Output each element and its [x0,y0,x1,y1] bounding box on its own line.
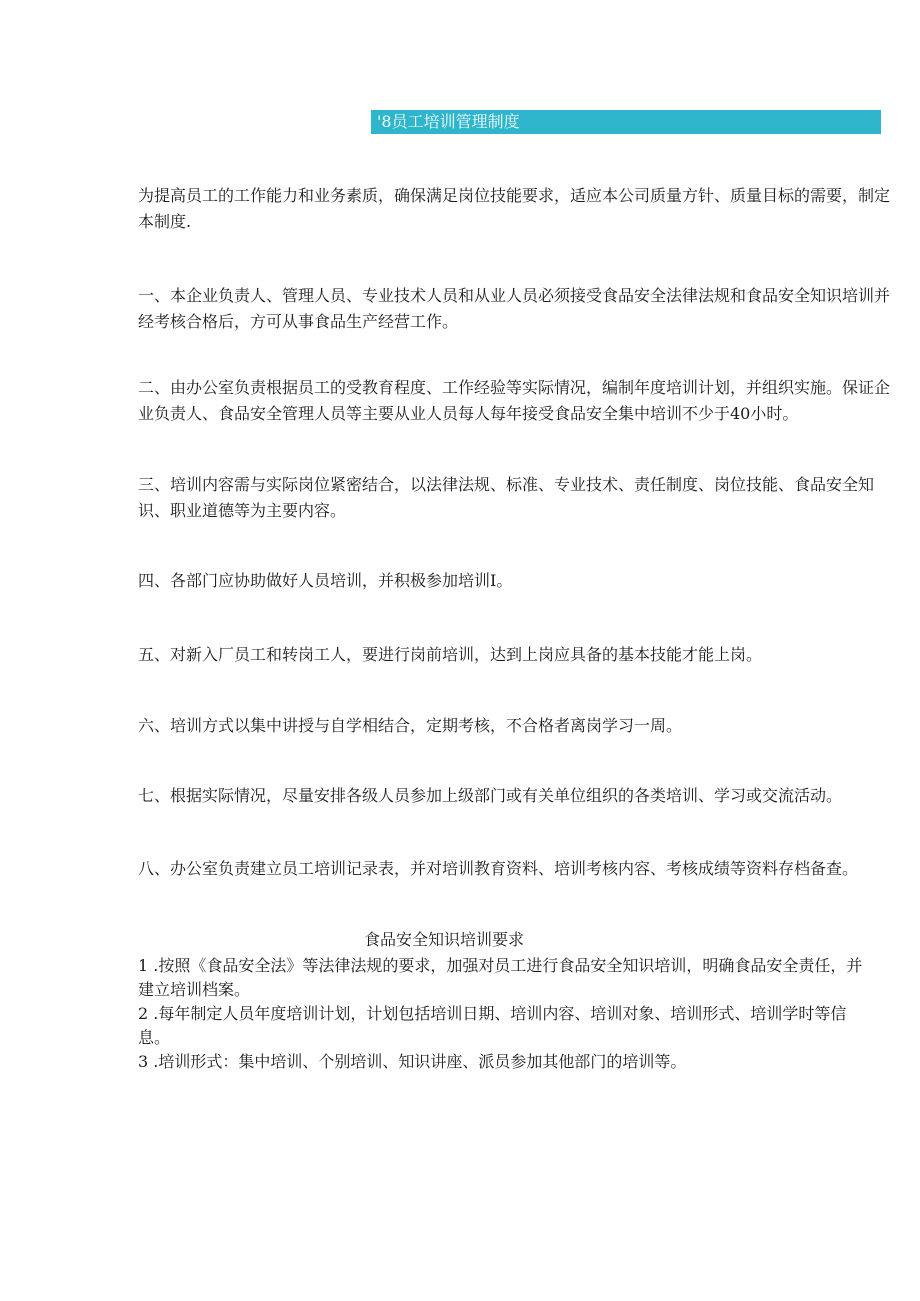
requirement-2: 2 .每年制定人员年度培训计划，计划包括培训日期、培训内容、培训对象、培训形式、培训学时等信息。 [138,1004,847,1047]
clause-2: 二、由办公室负责根据员工的受教育程度、工作经验等实际情况，编制年度培训计划，并组织实施。保证企业负责人、食品安全管理人员等主要从业人员每人每年接受食品安全集中培训不少于40小时。 [138,378,891,423]
clause-4: 四、各部门应协助做好人员培训，并积极参加培训I。 [138,571,513,590]
clause-5: 五、对新入厂员工和转岗工人，要进行岗前培训，达到上岗应具备的基本技能才能上岗。 [138,645,763,664]
clause-8: 八、办公室负责建立员工培训记录表，并对培训教育资料、培训考核内容、考核成绩等资料存档备查。 [138,859,859,878]
clause-7: 七、根据实际情况，尽量安排各级人员参加上级部门或有关单位组织的各类培训、学习或交流活动。 [138,786,843,805]
requirement-1: 1 .按照《食品安全法》等法律法规的要求，加强对员工进行食品安全知识培训，明确食品安全责任，并建立培训档案。 [138,956,863,999]
intro-paragraph: 为提高员工的工作能力和业务素质，确保满足岗位技能要求，适应本公司质量方针、质量目标的需要，制定本制度. [138,186,891,231]
requirements-heading: 食品安全知识培训要求 [364,930,525,949]
document-title: '8员工培训管理制度 [377,112,520,131]
clause-1: 一、本企业负责人、管理人员、专业技术人员和从业人员必须接受食品安全法律法规和食品安全知识培训并经考核合格后，方可从事食品生产经营工作。 [138,286,891,331]
clause-3: 三、培训内容需与实际岗位紧密结合，以法律法规、标准、专业技术、责任制度、岗位技能、食品安全知识、职业道德等为主要内容。 [138,475,875,520]
requirement-3: 3 .培训形式：集中培训、个别培训、知识讲座、派员参加其他部门的培训等。 [138,1052,687,1071]
title-bar [371,110,881,134]
clause-6: 六、培训方式以集中讲授与自学相结合，定期考核，不合格者离岗学习一周。 [138,716,683,735]
